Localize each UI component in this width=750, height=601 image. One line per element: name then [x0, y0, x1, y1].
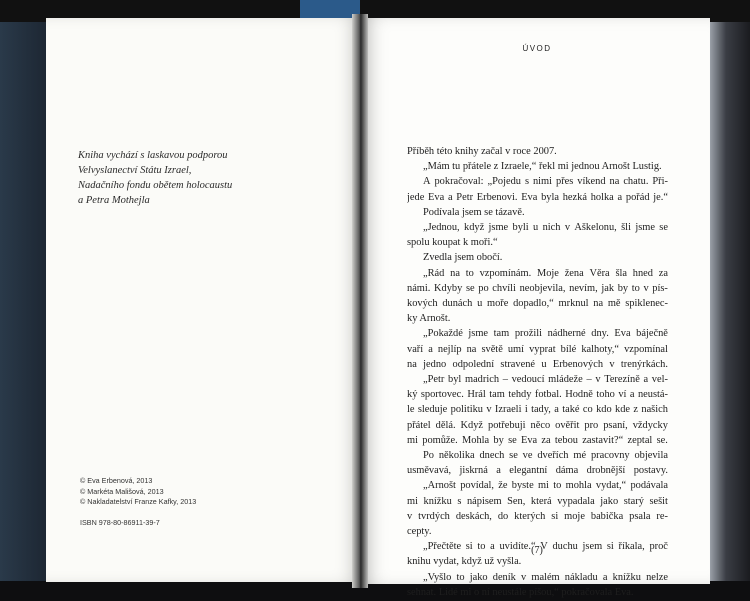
text-line: le sleduje politiku v Izraeli i tady, a také co kdo kde z našich — [407, 404, 668, 416]
copyright-line: © Nakladatelství Franze Kafky, 2013 — [80, 497, 197, 506]
book-gutter — [352, 14, 368, 588]
text-line: v tvrdých deskách, do kterých si moje babička psala re- — [407, 510, 668, 522]
text-line: Po několika dnech se ve dveřích mé pracovny objevila — [423, 450, 668, 462]
text-line: mi knížku s nápisem Sen, která vypadala jako starý sešit — [407, 495, 668, 507]
support-line: Nadačního fondu obětem holocaustu — [78, 180, 233, 191]
support-notice — [78, 148, 278, 208]
text-line: „Pokaždé jsme tam prožili nádherné dny. Eva báječně — [423, 328, 668, 340]
text-line: „Mám tu přátele z Izraele,“ řekl mi jednou Arnošt Lustig. — [423, 161, 662, 173]
page-number: (7) — [531, 545, 543, 556]
isbn: ISBN 978-80-86911-39-7 — [80, 517, 160, 527]
text-line: Podívala jsem se tázavě. — [423, 206, 525, 218]
text-line: ky Arnošt. — [407, 313, 451, 325]
text-line: knihu vydat, když už vyšla. — [407, 556, 522, 568]
support-line: Velvyslanectví Státu Izrael, — [78, 165, 192, 176]
text-line: „Arnošt povídal, že byste mi to mohla vydat,“ podávala — [423, 480, 668, 492]
text-line: „Rád na to vzpomínám. Moje žena Věra šla hned za — [423, 267, 668, 279]
text-line: „Vyšlo to jako deník v malém nákladu a knížku nelze — [423, 571, 668, 583]
copyright-block — [80, 476, 310, 528]
support-line: Kniha vychází s laskavou podporou — [78, 150, 228, 161]
text-line: kových dunách u moře dopadlo,“ mrknul na mě spiklenec- — [407, 298, 668, 310]
text-line: Příběh této knihy začal v roce 2007. — [407, 146, 557, 157]
copyright-line: © Eva Erbenová, 2013 — [80, 476, 153, 485]
text-line: jede Eva a Petr Erbenovi. Eva byla hezká holka a pořád je.“ — [407, 191, 668, 203]
text-line: ký sportovec. Hrál tam tehdy fotbal. Hodně toho ví a neustá- — [407, 389, 668, 401]
chapter-header: ÚVOD — [522, 44, 552, 53]
text-line: „Petr byl madrich – vedoucí mládeže – v Terezíně a vel- — [423, 374, 668, 386]
text-line: mi pomůže. Mohla by se Eva za tebou zastavit?“ zeptal se. — [407, 434, 668, 446]
text-line: námi. Kdyby se po chvíli neobjevila, nevím, jak by to v pís- — [407, 282, 668, 294]
text-line: A pokračoval: „Pojedu s nimi přes víkend na chatu. Při- — [423, 176, 668, 188]
right-page-stack-edge — [710, 22, 750, 582]
text-line: usměvavá, jiskrná a elegantní dáma drobnější postavy. — [407, 465, 668, 477]
text-line: přátel dělá. Když potřebuji něco ověřit pro psaní, vždycky — [407, 419, 668, 431]
text-line: „Jednou, když jsme byli u nich v Aškelonu, šli jsme se — [423, 222, 668, 234]
text-line: Zvedla jsem obočí. — [423, 252, 503, 264]
text-line: cepty. — [407, 526, 432, 538]
text-line: spolu koupat k moři.“ — [407, 237, 498, 249]
left-cover-edge — [0, 22, 46, 582]
text-line: „Přečtěte si to a uvidíte.“ V duchu jsem si říkala, proč — [423, 541, 668, 553]
text-line: vaří a nejlíp na světě umí vyprat bílé kalhoty,“ vzpomínal — [407, 343, 668, 355]
text-line: na jedno odpolední stravené u Erbenových v trenýrkách. — [407, 358, 668, 370]
text-line: sehnat. Lidé mi o ní neustále píšou,“ pokračovala Eva. — [407, 586, 634, 598]
chapter-body — [407, 144, 668, 600]
support-line: a Petra Mothejla — [78, 195, 150, 206]
copyright-line: © Markéta Mališová, 2013 — [80, 486, 164, 496]
